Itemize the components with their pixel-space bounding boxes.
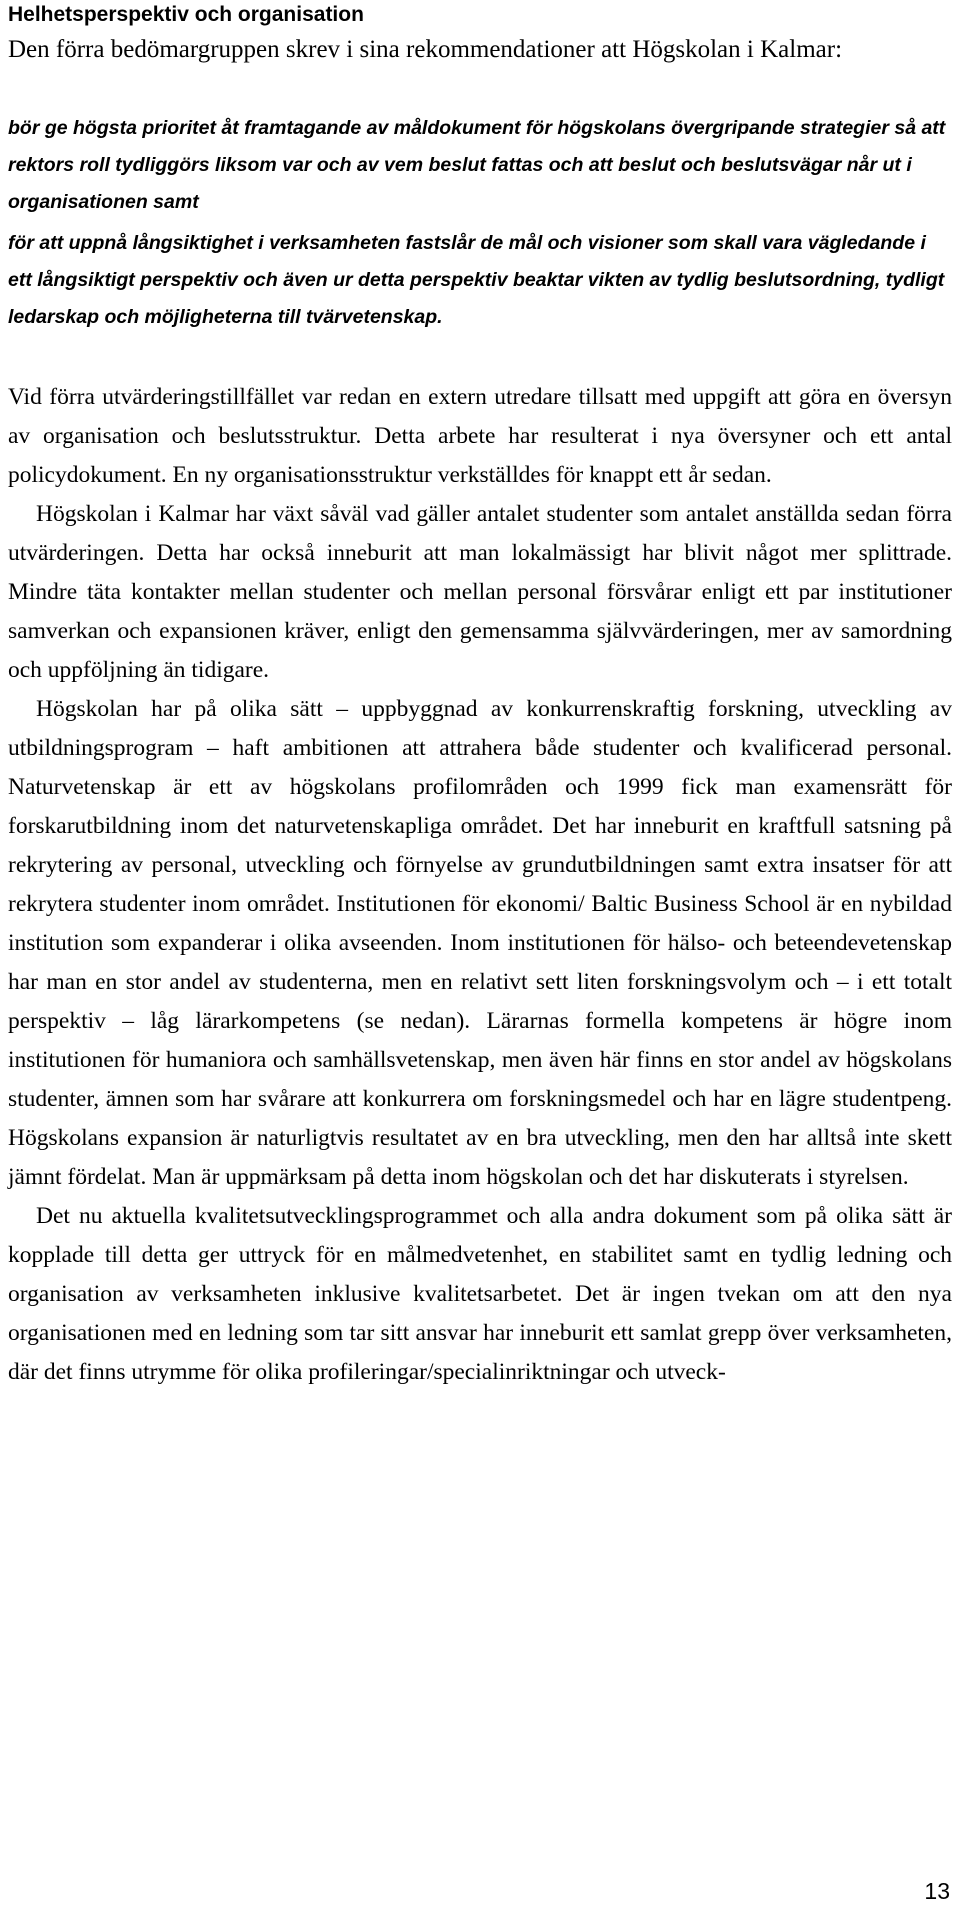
paragraph-organisation: Vid förra utvärderingstillfället var redan en extern utredare tillsatt med uppgift att göra en översyn av organisation och beslutsstruktur. Detta arbete har resulterat i nya översyner och ett antal policydokument. En ny organisationsstruktur verkställdes för knappt ett år sedan. [8, 384, 952, 488]
quote-part-1: bör ge högsta prioritet åt framtagande av måldokument för högskolans övergripande strategier så att rektors roll tydliggörs liksom var och av vem beslut fattas och att beslut och beslutsvägar når ut i organisationen samt [8, 117, 946, 213]
paragraph-research: Högskolan har på olika sätt – uppbyggnad av konkurrenskraftig forskning, utveckling av utbildningsprogram – haft ambitionen att attrahera både studenter och kvalificerad personal. Naturvetenskap är ett av högskolans profilområden och 1999 fick man examensrätt för forskarutbildning inom det naturvetenskapliga området. Det har inneburit en kraftfull satsning på rekrytering av personal, utveckling och förnyelse av grundutbildningen samt extra insatser för att rekrytera studenter inom området. Institutionen för ekonomi/ Baltic Business School är en nybildad institution som expanderar i olika avseenden. Inom institutionen för hälso- och beteendevetenskap har man en stor andel av studenterna, men en relativt sett liten forskningsvolym och – i ett totalt perspektiv – låg lärarkompetens (se nedan). Lärarnas formella kompetens är högre inom institutionen för humaniora och samhällsvetenskap, men även här finns en stor andel av högskolans studenter, ämnen som har svårare att konkurrera om forskningsmedel och har en lägre studentpeng. Högskolans expansion är naturligtvis resultatet av en bra utveckling, men den har alltså inte skett jämnt fördelat. Man är uppmärksam på detta inom högskolan och det har diskuterats i styrelsen. [8, 696, 952, 1190]
intro-paragraph: Den förra bedömargruppen skrev i sina rekommendationer att Högskolan i Kalmar: [8, 36, 843, 63]
page-number: 13 [924, 1878, 950, 1904]
paragraph-quality-program: Det nu aktuella kvalitetsutvecklingsprogrammet och alla andra dokument som på olika sätt är kopplade till detta ger uttryck för en målmedvetenhet, en stabilitet samt en tydlig ledning och organisation av verksamheten inklusive kvalitetsarbetet. Det är ingen tvekan om att den nya organisationen med en ledning som tar sitt ansvar har inneburit ett samlat grepp över verksamheten, där det finns utrymme för olika profileringar/specialinriktningar och utveck- [8, 1203, 952, 1385]
section-heading: Helhetsperspektiv och organisation [8, 3, 364, 26]
body-text [8, 378, 952, 1392]
quote-part-2: för att uppnå långsiktighet i verksamheten fastslår de mål och visioner som skall vara vägledande i ett långsiktigt perspektiv och även ur detta perspektiv beaktar vikten av tydlig beslutsordning, tydligt ledarskap och möjligheterna till tvärvetenskap. [8, 232, 945, 328]
paragraph-growth: Högskolan i Kalmar har växt såväl vad gäller antalet studenter som antalet anställda sedan förra utvärderingen. Detta har också inneburit att man lokalmässigt har blivit något mer splittrade. Mindre täta kontakter mellan studenter och mellan personal försvårar enligt ett par institutioner samverkan och expansionen kräver, enligt den gemensamma självvärderingen, mer av samordning och uppföljning än tidigare. [8, 501, 952, 683]
